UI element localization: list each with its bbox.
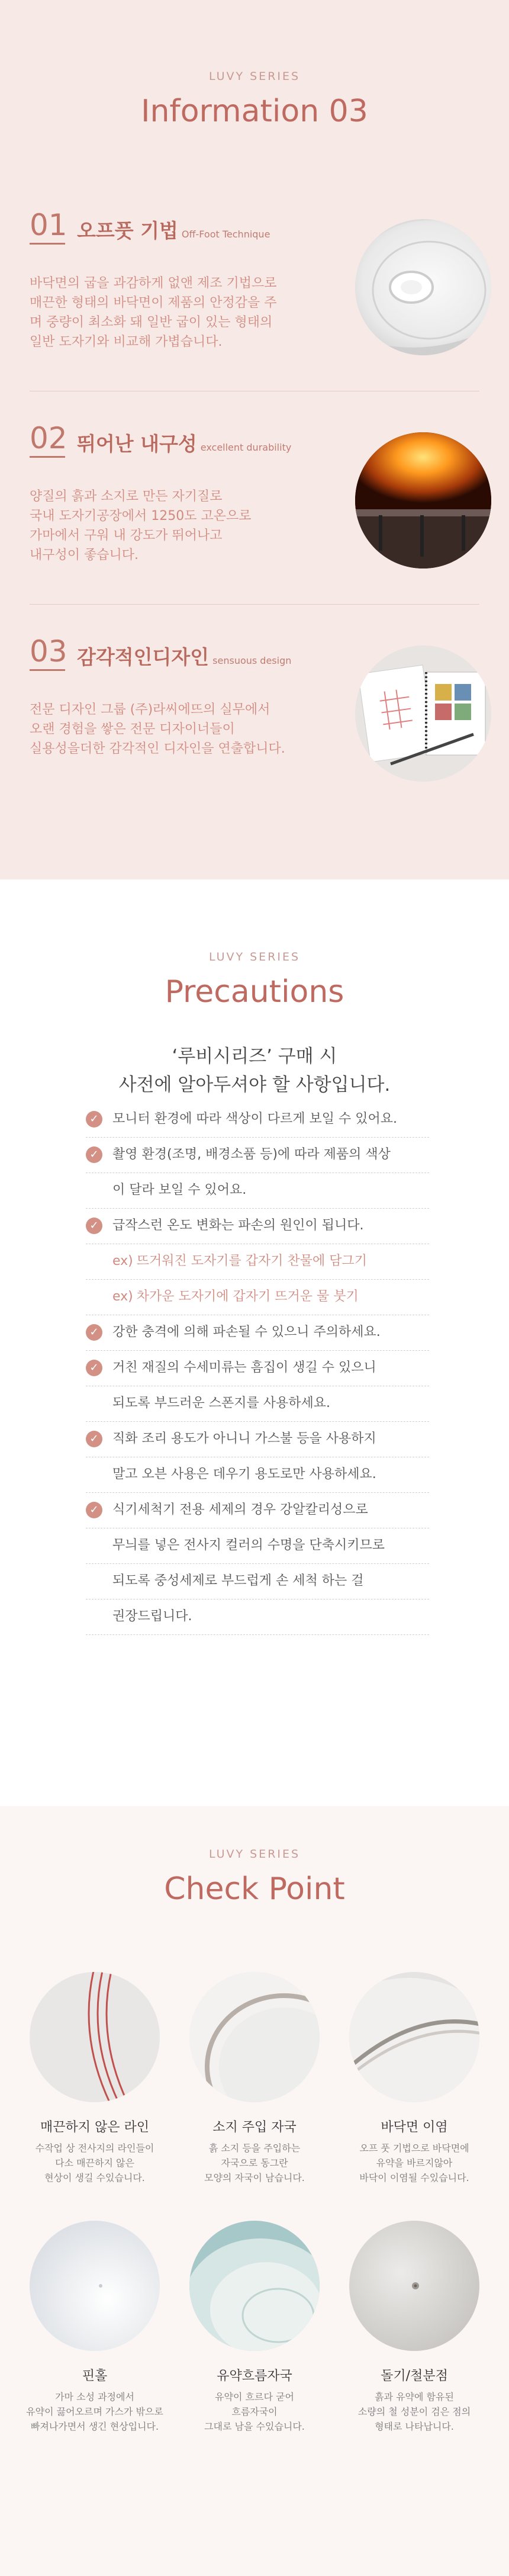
check-circle-icon: ✓ (86, 1502, 102, 1518)
feature-description: 전문 디자인 그룹 (주)라씨에뜨의 실무에서 오랜 경험을 쌓은 전문 디자이너들이 실용성을더한 감각적인 디자인을 연출합니다. (30, 702, 285, 756)
feature-off-foot (30, 207, 491, 373)
check-circle-icon: ✓ (86, 1146, 102, 1163)
precaution-row (86, 1350, 429, 1386)
feature-description: 바닥면의 굽을 과감하게 없앤 제조 기법으로 매끈한 형태의 바닥면이 제품의 안정감을 주 며 중량이 최소화 돼 일반 굽이 있는 형태의 일반 도자기와 비교해 가볍습니다. (30, 276, 277, 349)
design-sketchbook-photo (355, 645, 491, 782)
bottom-stain-photo (349, 1972, 479, 2102)
precaution-text: 되도록 중성세제로 부드럽게 손 세척 하는 걸 (112, 1573, 364, 1588)
precaution-row (86, 1244, 429, 1280)
precaution-row (86, 1315, 429, 1351)
checkpoint-description: 가마 소성 과정에서 유약이 끓어오르며 가스가 밖으로 빠져나가면서 생긴 현상입니다. (26, 2391, 163, 2432)
precaution-text: 급작스런 온도 변화는 파손의 원인이 됩니다. (112, 1218, 364, 1233)
checkpoint-description: 흙과 유약에 함유된 소량의 철 성분이 검은 점의 형태로 나타납니다. (357, 2391, 471, 2432)
check-circle-icon: ✓ (86, 1360, 102, 1376)
feature-number-underline (30, 243, 65, 245)
example-text: 뜨거워진 도자기를 갑자기 찬물에 담그기 (136, 1254, 368, 1268)
feature-durability (30, 420, 491, 586)
section-divider (30, 604, 479, 605)
feature-number: 03 (30, 634, 67, 669)
precaution-text: 권장드립니다. (112, 1609, 192, 1624)
precaution-row (86, 1208, 429, 1244)
information-section (0, 0, 509, 879)
feature-name: 오프풋 기법 Off-Foot Technique (77, 219, 270, 242)
precautions-lead: ‘루비시리즈’ 구매 시 사전에 알아두셔야 할 사항입니다. (118, 1046, 391, 1096)
precaution-text: 직화 조리 용도가 아니니 가스불 등을 사용하지 (112, 1431, 376, 1446)
precaution-row (86, 1421, 429, 1457)
pinhole-photo (30, 2221, 160, 2351)
checkpoint-description: 흙 소지 등을 주입하는 자국으로 동그란 모양의 자국이 남습니다. (204, 2143, 305, 2183)
precaution-row (86, 1563, 429, 1599)
precaution-row (86, 1599, 429, 1635)
precaution-text (112, 1279, 359, 1315)
feature-number-underline (30, 456, 65, 458)
precaution-row (86, 1492, 429, 1528)
precaution-text: 모니터 환경에 따라 색상이 다르게 보일 수 있어요. (112, 1112, 397, 1126)
checkpoint-description: 유약이 흐르다 굳어 흐름자국이 그대로 남을 수있습니다. (204, 2391, 305, 2432)
check-circle-icon: ✓ (86, 1111, 102, 1128)
feature-description: 양질의 흙과 소지로 만든 자기질로 국내 도자기공장에서 1250도 고온으로 가마에서 구워 내 강도가 뛰어나고 내구성이 좋습니다. (30, 489, 252, 563)
check-circle-icon: ✓ (86, 1431, 102, 1447)
precaution-text: 식기세척기 전용 세제의 경우 강알칼리성으로 (112, 1502, 368, 1517)
checkpoint-description: 오프 풋 기법으로 바닥면에 유약을 바르지않아 바닥이 이염될 수있습니다. (359, 2143, 469, 2183)
precaution-text: 무늬를 넣은 전사지 컬러의 수명을 단축시키므로 (112, 1538, 385, 1553)
checkpoint-description: 수작업 상 전사지의 라인들이 다소 매끈하지 않은 현상이 생길 수있습니다. (35, 2143, 154, 2183)
example-label: ex) (112, 1254, 133, 1268)
feature-name: 뛰어난 내구성 excellent durability (77, 432, 292, 455)
checkpoint-title: 유약흐름자국 (217, 2369, 292, 2384)
precaution-text (112, 1244, 367, 1279)
feature-number: 02 (30, 421, 67, 455)
checkpoint-title: 매끈하지 않은 라인 (40, 2120, 149, 2135)
feature-subtitle: sensuous design (212, 655, 292, 666)
checkpoint-kicker: LUVY SERIES (208, 1848, 301, 1861)
precautions-title: Precautions (165, 974, 344, 1010)
feature-subtitle: Off-Foot Technique (181, 229, 270, 240)
precaution-row (86, 1279, 429, 1315)
white-plate-bottom-photo (355, 219, 491, 355)
glaze-flow-photo (189, 2221, 320, 2351)
checkpoint-section (0, 1806, 509, 2576)
precautions-kicker: LUVY SERIES (208, 950, 301, 963)
precaution-row (86, 1137, 429, 1173)
feature-name: 감각적인디자인 sensuous design (77, 645, 292, 669)
feature-number: 01 (30, 208, 67, 242)
precaution-row (86, 1101, 429, 1138)
injection-mark-photo (189, 1972, 320, 2102)
precaution-text: 거친 재질의 수세미류는 흠집이 생길 수 있으니 (112, 1360, 376, 1375)
checkpoint-title: 바닥면 이염 (381, 2120, 448, 2135)
info-title: Information 03 (141, 94, 368, 129)
precaution-row (86, 1457, 429, 1493)
check-circle-icon: ✓ (86, 1218, 102, 1234)
feature-design (30, 634, 491, 799)
feature-subtitle: excellent durability (200, 442, 292, 453)
uneven-line-photo (30, 1972, 160, 2102)
precaution-row (86, 1386, 429, 1422)
precaution-text: 이 달라 보일 수 있어요. (112, 1183, 247, 1197)
iron-spot-photo (349, 2221, 479, 2351)
check-circle-icon: ✓ (86, 1324, 102, 1341)
checkpoint-title: Check Point (164, 1871, 345, 1907)
checkpoint-title: 핀홀 (82, 2369, 108, 2384)
precaution-text: 되도록 부드러운 스폰지를 사용하세요. (112, 1396, 331, 1411)
checkpoint-title: 돌기/철분점 (381, 2369, 448, 2384)
precaution-text: 강한 충격에 의해 파손될 수 있으니 주의하세요. (112, 1325, 381, 1340)
example-label: ex) (112, 1289, 133, 1304)
info-kicker: LUVY SERIES (208, 70, 301, 83)
example-text: 차가운 도자기에 갑자기 뜨거운 물 붓기 (136, 1289, 359, 1304)
feature-number-underline (30, 669, 65, 671)
precaution-text: 촬영 환경(조명, 배경소품 등)에 따라 제품의 색상 (112, 1147, 391, 1162)
precaution-row (86, 1528, 429, 1564)
kiln-fire-photo (355, 432, 491, 568)
checkpoint-title: 소지 주입 자국 (212, 2120, 297, 2135)
precaution-row (86, 1173, 429, 1209)
precaution-text: 말고 오븐 사용은 데우기 용도로만 사용하세요. (112, 1467, 376, 1482)
